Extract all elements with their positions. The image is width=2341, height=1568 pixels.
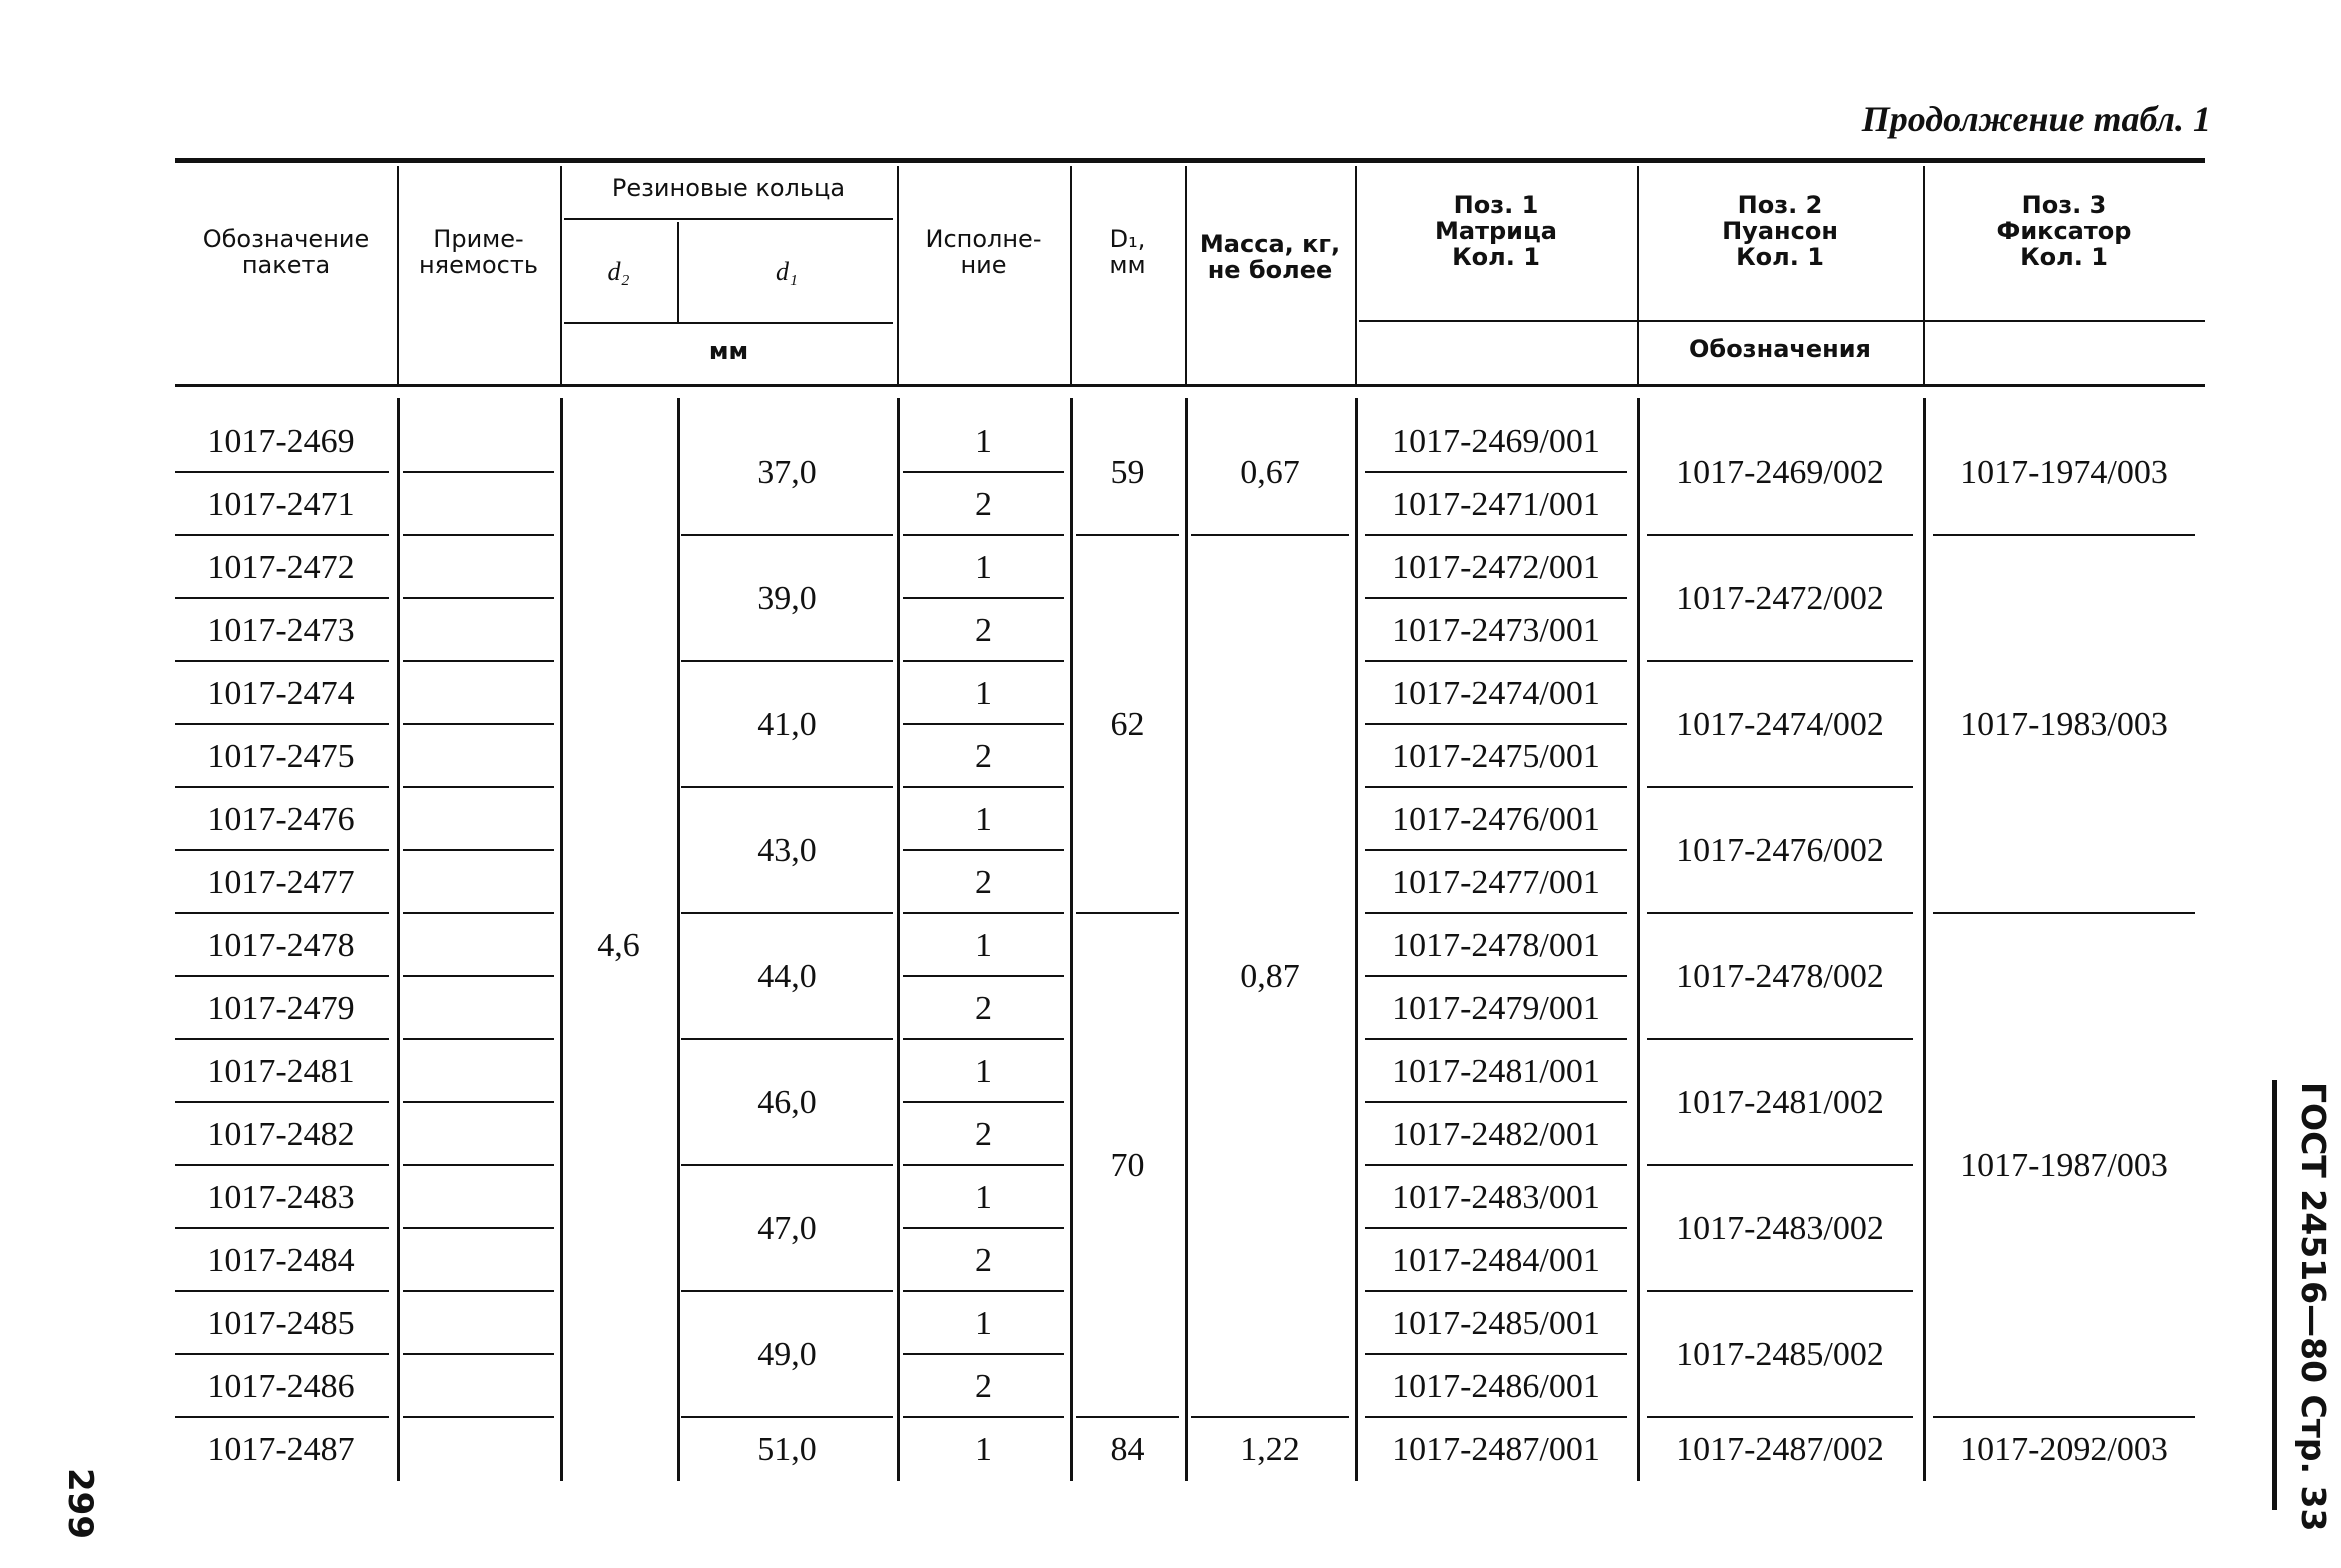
fixator-cell: 1017-1974/003: [1960, 454, 2168, 491]
version-cell: 2: [975, 485, 992, 523]
matrix-cell: 1017-2471/001: [1392, 485, 1600, 523]
designation-cell: 1017-2486: [207, 1367, 355, 1405]
applicability-row-rule: [403, 975, 554, 977]
header-version: [897, 178, 1070, 328]
header-pos1-line-1: Поз. 1: [1453, 191, 1539, 220]
d1-cell: 43,0: [757, 832, 817, 869]
matrix-cell: 1017-2477/001: [1392, 863, 1600, 901]
header-pos3-line-1: Поз. 3: [2021, 191, 2107, 220]
punch-cell: 1017-2478/002: [1676, 958, 1884, 995]
version-cell: 2: [975, 611, 992, 649]
applicability-row-rule: [403, 912, 554, 914]
applicability-row-rule: [403, 786, 554, 788]
punch-cell: 1017-2476/002: [1676, 832, 1884, 869]
header-version-line-1: Исполне-: [925, 225, 1042, 254]
header-pos3-line-3: Кол. 1: [2020, 242, 2108, 271]
applicability-row-rule: [403, 534, 554, 536]
D1-cell: 84: [1110, 1430, 1145, 1468]
header-D1-line-2: мм: [1109, 251, 1146, 279]
d1-cell: 44,0: [757, 958, 817, 995]
punch-cell: 1017-2474/002: [1676, 706, 1884, 743]
designation-cell: 1017-2471: [207, 485, 355, 523]
designation-cell: 1017-2469: [207, 422, 355, 460]
header-pos3: [1923, 172, 2205, 292]
designation-cell: 1017-2473: [207, 611, 355, 649]
d1-cell: 46,0: [757, 1084, 817, 1121]
header-pos1-line-3: Кол. 1: [1452, 242, 1540, 271]
header-mass: [1185, 178, 1355, 338]
applicability-row-rule: [403, 1038, 554, 1040]
version-cell: 2: [975, 1241, 992, 1279]
applicability-row-rule: [403, 723, 554, 725]
page-number: 299: [60, 1468, 100, 1539]
mass-cell: 0,87: [1240, 958, 1300, 995]
header-D1-line-1: D₁,: [1109, 225, 1146, 254]
header-d1-label: d₁: [775, 256, 799, 286]
punch-cell: 1017-2485/002: [1676, 1336, 1884, 1373]
matrix-cell: 1017-2479/001: [1392, 989, 1600, 1027]
header-applicability: [397, 178, 560, 328]
header-d2: [560, 224, 677, 320]
header-pos2: [1637, 172, 1923, 292]
mass-cell: 1,22: [1240, 1430, 1300, 1468]
version-cell: 2: [975, 1115, 992, 1153]
header-rubber-rings: Резиновые кольца: [611, 174, 846, 203]
matrix-cell: 1017-2484/001: [1392, 1241, 1600, 1279]
designation-cell: 1017-2478: [207, 926, 355, 964]
version-cell: 1: [975, 422, 992, 460]
header-d2-label: d₂: [607, 256, 630, 286]
header-mm: мм: [708, 337, 749, 366]
header-version-line-2: ние: [960, 251, 1007, 279]
version-cell: 1: [975, 548, 992, 586]
header-mass-line-2: не более: [1207, 256, 1333, 284]
d2-cell: 4,6: [597, 926, 640, 964]
matrix-cell: 1017-2476/001: [1392, 800, 1600, 838]
punch-cell: 1017-2472/002: [1676, 580, 1884, 617]
applicability-row-rule: [403, 1227, 554, 1229]
version-cell: 1: [975, 926, 992, 964]
applicability-row-rule: [403, 471, 554, 473]
applicability-row-rule: [403, 849, 554, 851]
punch-cell: 1017-2483/002: [1676, 1210, 1884, 1247]
d1-cell: 49,0: [757, 1336, 817, 1373]
d1-cell: 47,0: [757, 1210, 817, 1247]
header-applicability-line-2: няемость: [418, 251, 538, 279]
d1-cell: 39,0: [757, 580, 817, 617]
applicability-row-rule: [403, 1353, 554, 1355]
header-designation-line-1: Обозначение: [202, 225, 370, 254]
designation-cell: 1017-2477: [207, 863, 355, 901]
punch-cell: 1017-2469/002: [1676, 454, 1884, 491]
body-vrule-1: [397, 398, 400, 1481]
header-bottom-rule: [175, 384, 2205, 387]
table-top-rule: [175, 158, 2205, 163]
D1-cell: 62: [1110, 706, 1145, 743]
matrix-cell: 1017-2469/001: [1392, 422, 1600, 460]
fixator-cell: 1017-2092/003: [1960, 1430, 2168, 1468]
designation-cell: 1017-2481: [207, 1052, 355, 1090]
header-pos1-line-2: Матрица: [1435, 217, 1557, 246]
version-cell: 1: [975, 800, 992, 838]
matrix-cell: 1017-2473/001: [1392, 611, 1600, 649]
data-table: [175, 158, 2205, 1503]
rings-under-rule: [564, 218, 893, 220]
punch-cell: 1017-2487/002: [1676, 1430, 1884, 1468]
designation-cell: 1017-2485: [207, 1304, 355, 1342]
version-cell: 1: [975, 1052, 992, 1090]
header-pos1: [1355, 172, 1637, 292]
header-pos2-line-3: Кол. 1: [1736, 242, 1824, 271]
header-d1: [677, 224, 897, 320]
applicability-row-rule: [403, 660, 554, 662]
d1-cell: 37,0: [757, 454, 817, 491]
designation-cell: 1017-2479: [207, 989, 355, 1027]
version-cell: 1: [975, 1430, 992, 1468]
designation-cell: 1017-2475: [207, 737, 355, 775]
matrix-cell: 1017-2475/001: [1392, 737, 1600, 775]
matrix-cell: 1017-2485/001: [1392, 1304, 1600, 1342]
matrix-cell: 1017-2472/001: [1392, 548, 1600, 586]
header-pos3-line-2: Фиксатор: [1996, 217, 2132, 246]
designation-cell: 1017-2483: [207, 1178, 355, 1216]
matrix-cell: 1017-2474/001: [1392, 674, 1600, 712]
applicability-row-rule: [403, 1416, 554, 1418]
version-cell: 2: [975, 989, 992, 1027]
matrix-cell: 1017-2481/001: [1392, 1052, 1600, 1090]
matrix-cell: 1017-2486/001: [1392, 1367, 1600, 1405]
d1-cell: 41,0: [757, 706, 817, 743]
version-cell: 2: [975, 863, 992, 901]
designation-cell: 1017-2472: [207, 548, 355, 586]
header-mass-line-1: Масса, кг,: [1199, 230, 1341, 259]
version-cell: 2: [975, 1367, 992, 1405]
header-pos2-line-2: Пуансон: [1722, 217, 1838, 246]
header-designation: [175, 178, 397, 328]
version-cell: 1: [975, 1304, 992, 1342]
header-designation-line-2: пакета: [241, 251, 331, 279]
version-cell: 1: [975, 674, 992, 712]
matrix-cell: 1017-2482/001: [1392, 1115, 1600, 1153]
applicability-row-rule: [403, 597, 554, 599]
d1-cell: 51,0: [757, 1430, 817, 1468]
designation-cell: 1017-2487: [207, 1430, 355, 1468]
applicability-row-rule: [403, 1290, 554, 1292]
header-D1: [1070, 178, 1185, 328]
matrix-cell: 1017-2487/001: [1392, 1430, 1600, 1468]
designations-over-rule: [1359, 320, 2205, 322]
table-caption: Продолжение табл. 1: [1861, 99, 2211, 139]
designation-cell: 1017-2476: [207, 800, 355, 838]
mm-over-rule: [564, 322, 893, 324]
side-standard-label: ГОСТ 24516—80 Стр. 33: [2294, 1082, 2333, 1532]
punch-cell: 1017-2481/002: [1676, 1084, 1884, 1121]
header-designations: Обозначения: [1689, 335, 1871, 364]
version-cell: 1: [975, 1178, 992, 1216]
designation-cell: 1017-2484: [207, 1241, 355, 1279]
matrix-cell: 1017-2478/001: [1392, 926, 1600, 964]
applicability-row-rule: [403, 1164, 554, 1166]
D1-cell: 70: [1110, 1147, 1145, 1184]
header-applicability-line-1: Приме-: [433, 225, 524, 254]
version-cell: 2: [975, 737, 992, 775]
mass-cell: 0,67: [1240, 454, 1300, 491]
designation-cell: 1017-2474: [207, 674, 355, 712]
header-pos2-line-1: Поз. 2: [1737, 191, 1823, 220]
applicability-row-rule: [403, 1101, 554, 1103]
D1-cell: 59: [1110, 454, 1145, 491]
fixator-cell: 1017-1983/003: [1960, 706, 2168, 743]
designation-cell: 1017-2482: [207, 1115, 355, 1153]
fixator-cell: 1017-1987/003: [1960, 1147, 2168, 1184]
matrix-cell: 1017-2483/001: [1392, 1178, 1600, 1216]
